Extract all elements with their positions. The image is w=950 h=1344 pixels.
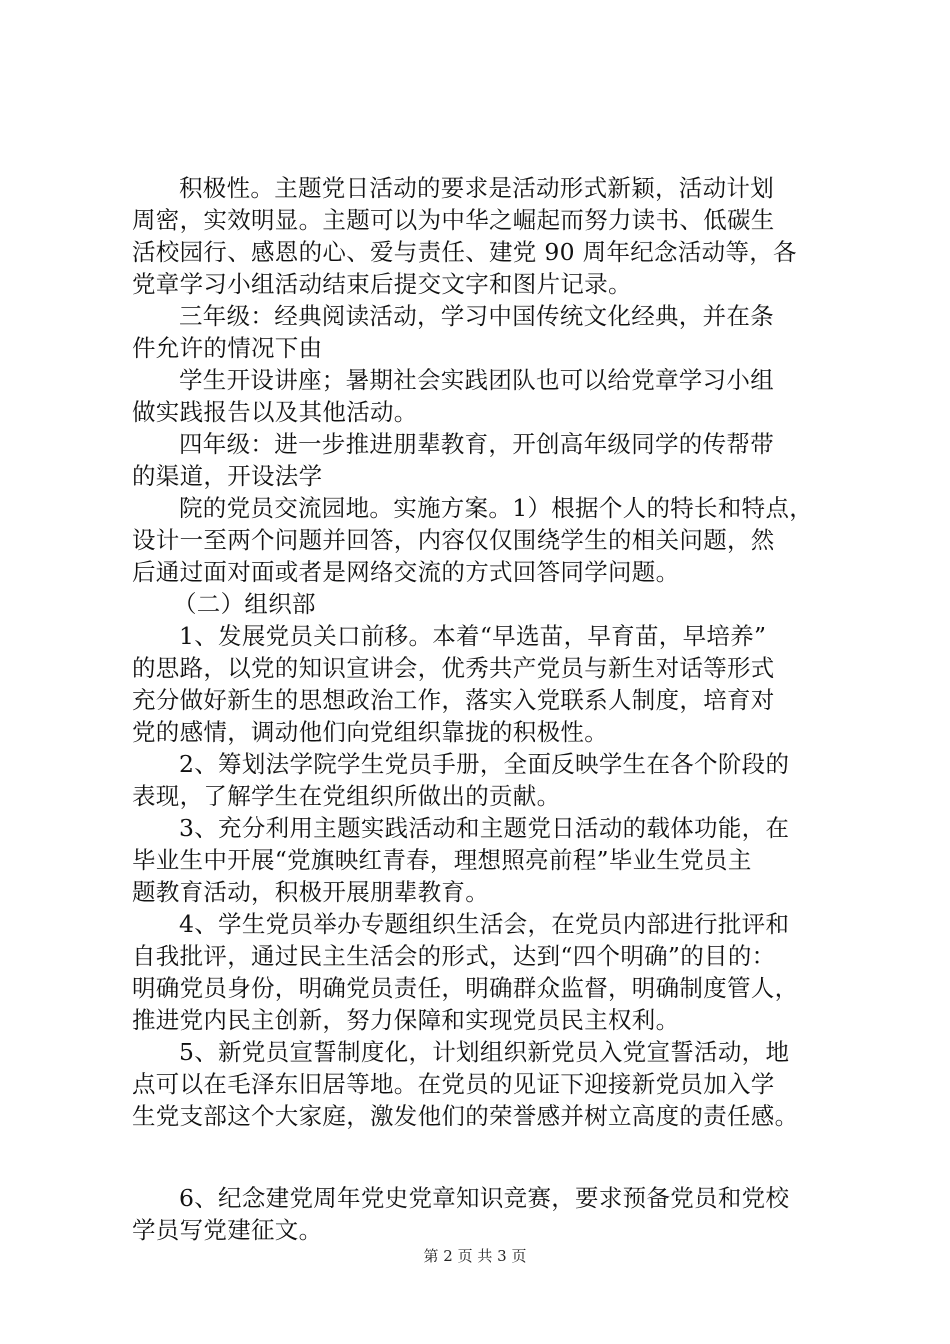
text-line: 周密，实效明显。主题可以为中华之崛起而努力读书、低碳生 (132, 206, 775, 234)
text-line: 设计一至两个问题并回答，内容仅仅围绕学生的相关问题，然 (132, 526, 775, 554)
text-line: 院的党员交流园地。实施方案。1）根据个人的特长和特点， (179, 494, 814, 522)
text-line: 积极性。主题党日活动的要求是活动形式新颖，活动计划 (179, 174, 774, 202)
text-line: 6、纪念建党周年党史党章知识竞赛，要求预备党员和党校 (179, 1184, 790, 1212)
text-line: 党章学习小组活动结束后提交文字和图片记录。 (132, 270, 632, 298)
text-line: 3、充分利用主题实践活动和主题党日活动的载体功能，在 (179, 814, 790, 842)
text-line: 明确党员身份，明确党员责任，明确群众监督，明确制度管人， (132, 974, 799, 1002)
text-line: 党的感情，调动他们向党组织靠拢的积极性。 (132, 718, 608, 746)
text-line: 活校园行、感恩的心、爱与责任、建党 90 周年纪念活动等，各 (132, 238, 797, 266)
text-line: 1、发展党员关口前移。本着“早选苗，早育苗，早培养” (179, 622, 767, 650)
text-line: 件允许的情况下由 (132, 334, 323, 362)
text-line: 后通过面对面或者是网络交流的方式回答同学问题。 (132, 558, 680, 586)
text-line: 表现，了解学生在党组织所做出的贡献。 (132, 782, 561, 810)
text-line: （二）组织部 (173, 590, 316, 618)
document-body (132, 172, 832, 1246)
text-line: 自我批评，通过民主生活会的形式，达到“四个明确”的目的： (132, 942, 776, 970)
text-line: 学生开设讲座；暑期社会实践团队也可以给党章学习小组 (179, 366, 774, 394)
text-line: 5、新党员宣誓制度化，计划组织新党员入党宣誓活动，地 (179, 1038, 790, 1066)
text-line: 做实践报告以及其他活动。 (132, 398, 418, 426)
text-line: 题教育活动，积极开展朋辈教育。 (132, 878, 489, 906)
text-line: 学员写党建征文。 (132, 1216, 323, 1244)
text-line: 点可以在毛泽东旧居等地。在党员的见证下迎接新党员加入学 (132, 1070, 775, 1098)
text-line: 的渠道，开设法学 (132, 462, 323, 490)
page-footer: 第 2 页 共 3 页 (423, 1247, 527, 1265)
text-line: 推进党内民主创新，努力保障和实现党员民主权利。 (132, 1006, 680, 1034)
text-line: 四年级：进一步推进朋辈教育，开创高年级同学的传帮带 (179, 430, 774, 458)
text-line: 的思路，以党的知识宣讲会，优秀共产党员与新生对话等形式 (132, 654, 775, 682)
text-line: 2、筹划法学院学生党员手册，全面反映学生在各个阶段的 (179, 750, 790, 778)
text-line: 毕业生中开展“党旗映红青春，理想照亮前程”毕业生党员主 (132, 846, 752, 874)
text-line: 生党支部这个大家庭，激发他们的荣誉感并树立高度的责任感。 (132, 1102, 799, 1130)
text-line: 充分做好新生的思想政治工作，落实入党联系人制度，培育对 (132, 686, 775, 714)
text-line: 三年级：经典阅读活动，学习中国传统文化经典，并在条 (179, 302, 774, 330)
text-line: 4、学生党员举办专题组织生活会，在党员内部进行批评和 (179, 910, 790, 938)
